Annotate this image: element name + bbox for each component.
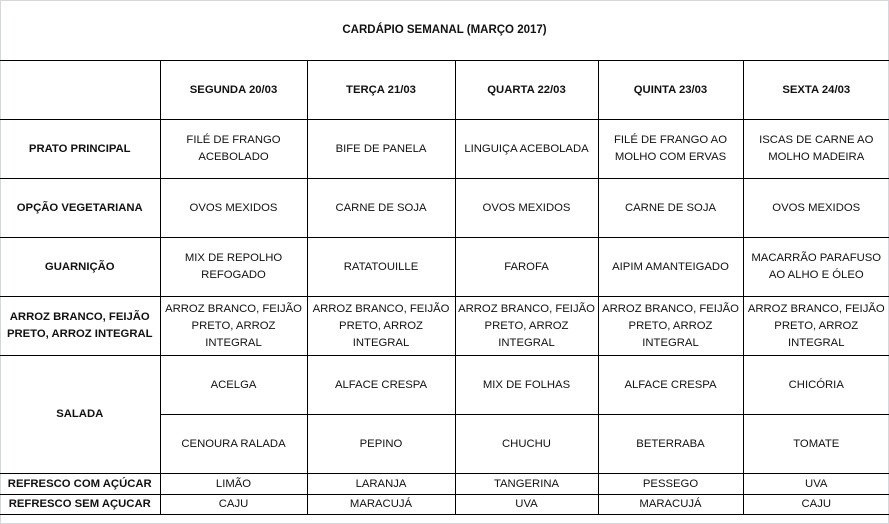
menu-cell: OVOS MEXIDOS — [743, 179, 889, 238]
menu-cell: LIMÃO — [160, 474, 307, 495]
row-label: SALADA — [0, 356, 160, 474]
menu-cell: PEPINO — [307, 415, 455, 474]
row-guarnicao — [0, 238, 889, 297]
menu-cell: BETERRABA — [598, 415, 743, 474]
menu-cell: CARNE DE SOJA — [307, 179, 455, 238]
menu-cell: ALFACE CRESPA — [307, 356, 455, 415]
day-header: SEXTA 24/03 — [743, 61, 889, 120]
menu-cell: MIX DE FOLHAS — [455, 356, 598, 415]
menu-cell: CENOURA RALADA — [160, 415, 307, 474]
corner-cell — [0, 61, 160, 120]
menu-cell: ARROZ BRANCO, FEIJÃO PRETO, ARROZ INTEGRAL — [743, 297, 889, 356]
menu-cell: TANGERINA — [455, 474, 598, 495]
menu-cell: ARROZ BRANCO, FEIJÃO PRETO, ARROZ INTEGRAL — [160, 297, 307, 356]
row-label: REFRESCO COM AÇÚCAR — [0, 474, 160, 495]
menu-cell: FILÉ DE FRANGO AO MOLHO COM ERVAS — [598, 120, 743, 179]
day-header: QUARTA 22/03 — [455, 61, 598, 120]
day-header: SEGUNDA 20/03 — [160, 61, 307, 120]
row-refresco-sem-acucar — [0, 495, 889, 515]
menu-cell: MACARRÃO PARAFUSO AO ALHO E ÓLEO — [743, 238, 889, 297]
menu-cell: UVA — [743, 474, 889, 495]
menu-cell: ACELGA — [160, 356, 307, 415]
menu-cell: MIX DE REPOLHO REFOGADO — [160, 238, 307, 297]
row-prato-principal — [0, 120, 889, 179]
row-label: REFRESCO SEM AÇUCAR — [0, 495, 160, 515]
row-salada-1 — [0, 356, 889, 415]
menu-cell: MARACUJÁ — [598, 495, 743, 515]
day-header: QUINTA 23/03 — [598, 61, 743, 120]
menu-cell: CAJU — [160, 495, 307, 515]
row-label: ARROZ BRANCO, FEIJÃO PRETO, ARROZ INTEGRAL — [0, 297, 160, 356]
row-arroz-feijao — [0, 297, 889, 356]
menu-cell: TOMATE — [743, 415, 889, 474]
menu-cell: BIFE DE PANELA — [307, 120, 455, 179]
menu-cell: ARROZ BRANCO, FEIJÃO PRETO, ARROZ INTEGRAL — [598, 297, 743, 356]
menu-cell: CAJU — [743, 495, 889, 515]
row-label: OPÇÃO VEGETARIANA — [0, 179, 160, 238]
menu-cell: MARACUJÁ — [307, 495, 455, 515]
menu-cell: ISCAS DE CARNE AO MOLHO MADEIRA — [743, 120, 889, 179]
menu-cell: CHICÓRIA — [743, 356, 889, 415]
row-label: PRATO PRINCIPAL — [0, 120, 160, 179]
menu-cell: ARROZ BRANCO, FEIJÃO PRETO, ARROZ INTEGRAL — [455, 297, 598, 356]
menu-cell: ALFACE CRESPA — [598, 356, 743, 415]
row-opcao-vegetariana — [0, 179, 889, 238]
header-row — [0, 61, 889, 120]
menu-cell: FILÉ DE FRANGO ACEBOLADO — [160, 120, 307, 179]
menu-cell: OVOS MEXIDOS — [455, 179, 598, 238]
menu-cell: FAROFA — [455, 238, 598, 297]
menu-title: CARDÁPIO SEMANAL (MARÇO 2017) — [342, 24, 547, 36]
menu-cell: ARROZ BRANCO, FEIJÃO PRETO, ARROZ INTEGRAL — [307, 297, 455, 356]
day-header: TERÇA 21/03 — [307, 61, 455, 120]
menu-cell: UVA — [455, 495, 598, 515]
weekly-menu-table — [0, 60, 889, 515]
menu-cell: RATATOUILLE — [307, 238, 455, 297]
menu-cell: AIPIM AMANTEIGADO — [598, 238, 743, 297]
menu-cell: LINGUIÇA ACEBOLADA — [455, 120, 598, 179]
menu-cell: LARANJA — [307, 474, 455, 495]
row-refresco-com-acucar — [0, 474, 889, 495]
menu-cell: CHUCHU — [455, 415, 598, 474]
menu-cell: OVOS MEXIDOS — [160, 179, 307, 238]
menu-cell: PESSEGO — [598, 474, 743, 495]
menu-cell: CARNE DE SOJA — [598, 179, 743, 238]
row-label: GUARNIÇÃO — [0, 238, 160, 297]
